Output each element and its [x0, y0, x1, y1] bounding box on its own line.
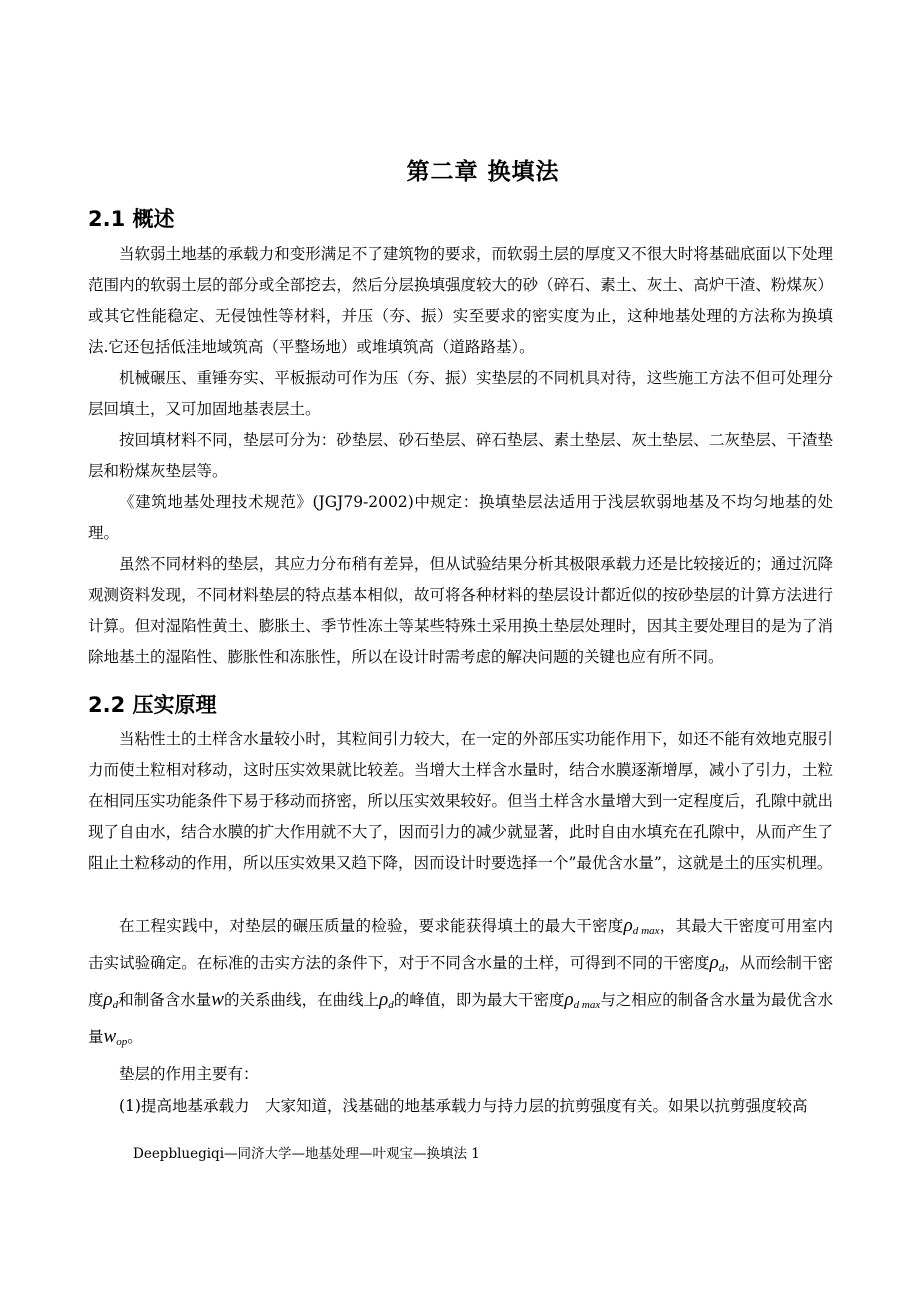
text-run: 的峰值，即为最大干密度: [393, 991, 565, 1009]
text-run: 和制备含水量: [118, 991, 212, 1009]
paragraph: 垫层的作用主要有：: [119, 1065, 259, 1083]
page-footer: Deepbluegiqi—同济大学—地基处理—叶观宝—换填法 1: [133, 1146, 480, 1162]
paragraph: 虽然不同材料的垫层，其应力分布稍有差异，但从试验结果分析其极限承载力还是比较接近的；通过沉降观测资料发现，不同材料垫层的特点基本相似，故可将各种材料的垫层设计都近似的按砂垫层的计算方法进行计算。但对湿陷性黄土、膨胀土、季节性冻土等某些特殊土采用换土垫层处理时，因其主要处理目的是为了消除地基土的湿陷性、膨胀性和冻胀性，所以在设计时需考虑的解决问题的关键也应有所不同。: [88, 555, 833, 666]
text-run: 的关系曲线，在曲线上: [223, 991, 380, 1009]
text-run: 与之相应的制备含水量为最优含水量: [88, 991, 833, 1046]
rho-dmax-symbol: $\rho_{d max}$: [564, 989, 601, 1011]
text-run: 在工程实践中，对垫层的碾压质量的检验，要求能获得填土的最大干密度: [119, 917, 624, 935]
paragraph: 机械碾压、重锤夯实、平板振动可作为压（夯、振）实垫层的不同机具对待，这些施工方法不但可处理分层回填土，又可加固地基表层土。: [88, 369, 833, 418]
text-run: ，从而绘制干密度: [88, 954, 833, 1009]
section-heading-overview: 2.1 概述: [88, 207, 175, 231]
paragraph: 当软弱土地基的承载力和变形满足不了建筑物的要求，而软弱土层的厚度又不很大时将基础底面以下处理范围内的软弱土层的部分或全部挖去，然后分层换填强度较大的砂（碎石、素土、灰土、高炉干渣、粉煤灰）或其它性能稳定、无侵蚀性等材料，并压（夯、振）实至要求的密实度为止，这种地基处理的方法称为换填法.它还包括低洼地域筑高（平整场地）或堆填筑高（道路路基）。: [88, 245, 833, 356]
paragraph: (1)提高地基承载力 大家知道，浅基础的地基承载力与持力层的抗剪强度有关。如果以抗剪强度较高: [119, 1097, 808, 1115]
text-run: 。: [127, 1028, 143, 1046]
w-op-symbol: $w_{op}$: [103, 1026, 128, 1048]
rho-d-symbol: $\rho_d$: [379, 989, 394, 1011]
paragraph-with-formula: [88, 910, 833, 1058]
rho-d-symbol: $\rho_d$: [103, 989, 119, 1011]
chapter-title: 第二章 换填法: [406, 159, 560, 185]
paragraph: 《建筑地基处理技术规范》(JGJ79-2002)中规定：换填垫层法适用于浅层软弱地基及不均匀地基的处理。: [88, 493, 833, 542]
rho-d-symbol: $\rho_d$: [709, 952, 725, 974]
paragraph: 当粘性土的土样含水量较小时，其粒间引力较大，在一定的外部压实功能作用下，如还不能有效地克服引力而使土粒相对移动，这时压实效果就比较差。当增大土样含水量时，结合水膜逐渐增厚，减小了引力，土粒在相同压实功能条件下易于移动而挤密，所以压实效果较好。但当土样含水量增大到一定程度后，孔隙中就出现了自由水，结合水膜的扩大作用就不大了，因而引力的减少就显著，此时自由水填充在孔隙中，从而产生了阻止土粒移动的作用，所以压实效果又趋下降，因而设计时要选择一个”最优含水量”，这就是土的压实机理。: [88, 730, 833, 872]
text-run: ，其最大干密度可用室内击实试验确定。在标准的击实方法的条件下，对于不同含水量的土样，可得到不同的干密度: [88, 917, 833, 972]
section-heading-compaction: 2.2 压实原理: [88, 693, 217, 717]
w-symbol: w: [211, 989, 224, 1010]
paragraph: 按回填材料不同，垫层可分为：砂垫层、砂石垫层、碎石垫层、素土垫层、灰土垫层、二灰垫层、干渣垫层和粉煤灰垫层等。: [88, 431, 833, 480]
rho-dmax-symbol: $\rho_{d max}$: [623, 915, 660, 937]
